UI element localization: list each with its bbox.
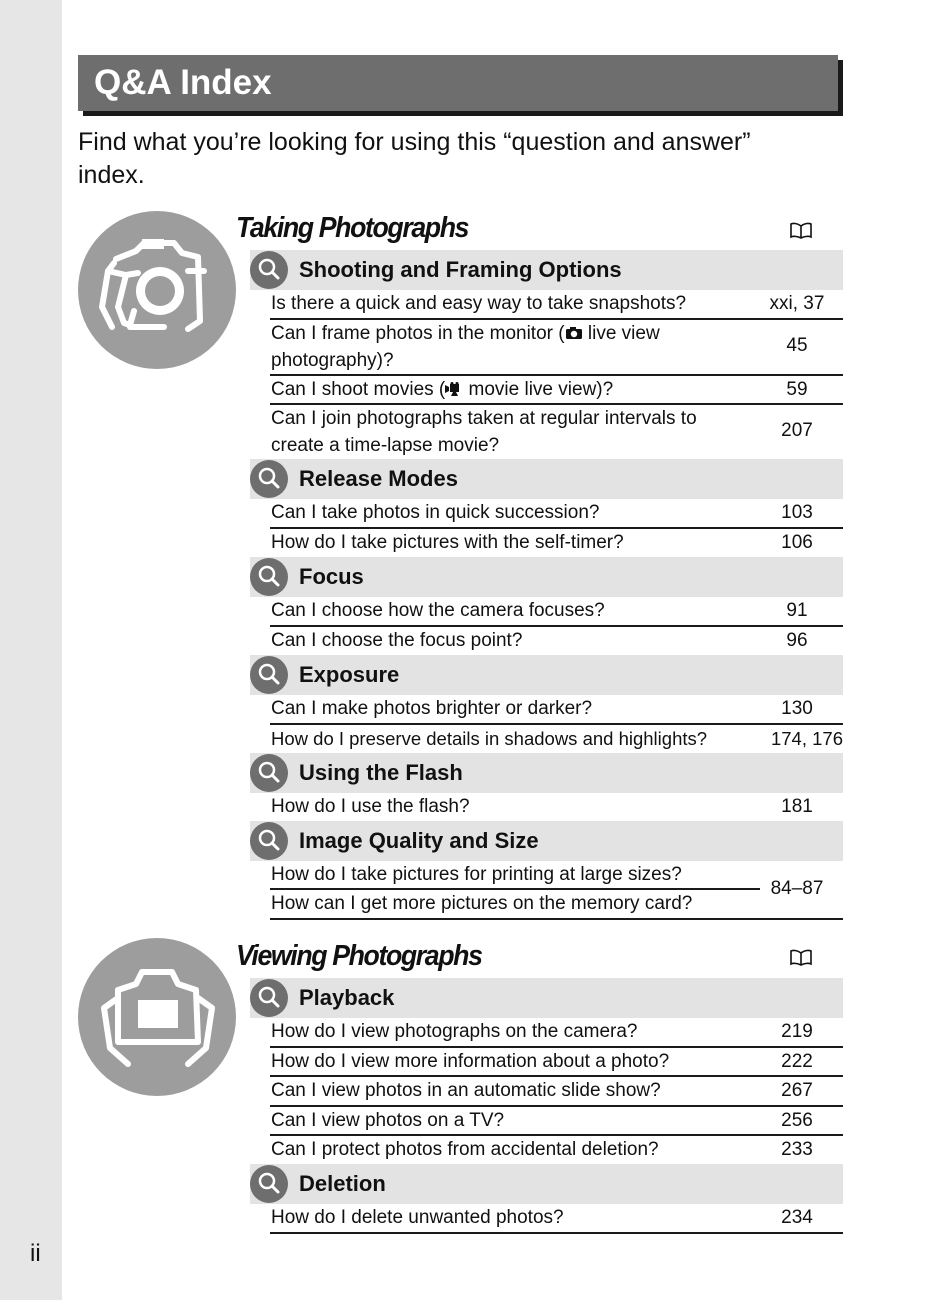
qa-page: 233 (781, 1139, 813, 1160)
qa-question (271, 320, 751, 374)
qa-row (270, 320, 843, 376)
group-title: Release Modes (299, 466, 458, 491)
qa-question: How do I preserve details in shadows and highlights? (271, 728, 708, 749)
qa-page: 84–87 (770, 878, 824, 899)
qa-page: 219 (781, 1021, 813, 1042)
qa-question: How do I take pictures with the self-timer? (271, 532, 624, 553)
qa-page: 222 (781, 1051, 813, 1072)
qa-page: 267 (781, 1080, 813, 1101)
qa-row (270, 290, 843, 320)
qa-row (270, 793, 843, 821)
qa-page: 106 (781, 532, 813, 553)
qa-question-part: Can I shoot movies ( (271, 379, 446, 400)
qa-question: How do I delete unwanted photos? (271, 1207, 564, 1228)
book-icon (789, 222, 813, 240)
magnifier-icon (250, 979, 288, 1017)
camera-hands-icon (78, 211, 236, 369)
magnifier-icon (250, 251, 288, 289)
page-title: Q&A Index (94, 63, 272, 102)
qa-question-part: movie live view)? (463, 379, 614, 400)
group-title: Image Quality and Size (299, 828, 539, 853)
header-bar (78, 55, 838, 111)
group-title: Using the Flash (299, 760, 463, 785)
qa-question-part: live view photography)? (271, 323, 660, 371)
qa-row (270, 1136, 843, 1164)
qa-question: Can I make photos brighter or darker? (271, 698, 593, 719)
qa-row (270, 499, 843, 529)
qa-question: Can I join photographs taken at regular intervals to create a time-lapse movie? (271, 408, 697, 456)
qa-page: 91 (786, 600, 808, 621)
qa-row (270, 529, 843, 557)
book-icon (789, 949, 813, 967)
qa-question: Can I view photos in an automatic slide show? (271, 1080, 661, 1101)
group-title: Exposure (299, 662, 400, 687)
group-header-image-quality (250, 821, 843, 861)
section-title-taking-photographs: Taking Photographs (236, 212, 469, 244)
group-header-shooting-framing (250, 250, 843, 290)
qa-question: Can I choose how the camera focuses? (271, 600, 605, 621)
group-header-focus (250, 557, 843, 597)
qa-page: 181 (781, 796, 813, 817)
qa-row (270, 1018, 843, 1048)
group-title: Shooting and Framing Options (299, 257, 622, 282)
qa-row (270, 405, 843, 459)
camera-back-hands-icon (78, 938, 236, 1096)
qa-row (270, 627, 843, 655)
qa-question (271, 376, 751, 403)
group-title: Playback (299, 985, 395, 1010)
qa-question: How do I view more information about a photo? (271, 1051, 670, 1072)
qa-row (270, 376, 843, 405)
qa-row (270, 1204, 843, 1234)
group-header-release-modes (250, 459, 843, 499)
magnifier-icon (250, 558, 288, 596)
qa-page: 96 (786, 630, 808, 651)
qa-page: 130 (781, 698, 813, 719)
qa-question: How can I get more pictures on the memory card? (271, 893, 693, 914)
magnifier-icon (250, 656, 288, 694)
magnifier-icon (250, 1165, 288, 1203)
qa-question: Can I take photos in quick succession? (271, 502, 600, 523)
intro-text: Find what you’re looking for using this “question and answer” index. (78, 128, 751, 189)
qa-page: 256 (781, 1110, 813, 1131)
qa-page: 207 (781, 420, 813, 441)
qa-question: Can I view photos on a TV? (271, 1110, 505, 1131)
qa-page: 45 (786, 335, 808, 356)
qa-page: 174, 176 (770, 728, 843, 749)
qa-question-part: Can I frame photos in the monitor ( (271, 323, 565, 344)
qa-page: xxi, 37 (769, 293, 825, 314)
qa-question: How do I take pictures for printing at large sizes? (271, 864, 682, 885)
qa-row (270, 695, 843, 725)
qa-row (270, 861, 760, 890)
page-number: ii (30, 1240, 41, 1267)
group-title: Focus (299, 564, 364, 589)
page-margin-strip (0, 0, 62, 1300)
qa-question: Is there a quick and easy way to take snapshots? (271, 293, 687, 314)
group-header-exposure (250, 655, 843, 695)
qa-question: Can I protect photos from accidental deletion? (271, 1139, 659, 1160)
qa-question: Can I choose the focus point? (271, 630, 523, 651)
qa-row (270, 1048, 843, 1077)
section-title-viewing-photographs: Viewing Photographs (236, 940, 482, 972)
qa-row (270, 1107, 843, 1136)
group-header-using-flash (250, 753, 843, 793)
qa-row (270, 597, 843, 627)
qa-page: 234 (781, 1207, 813, 1228)
magnifier-icon (250, 754, 288, 792)
qa-row (270, 725, 843, 753)
movie-icon (445, 382, 463, 396)
qa-page: 59 (786, 379, 808, 400)
magnifier-icon (250, 460, 288, 498)
magnifier-icon (250, 822, 288, 860)
qa-question: How do I use the flash? (271, 796, 470, 817)
qa-row (270, 1077, 843, 1107)
qa-page: 103 (781, 502, 813, 523)
group-header-playback (250, 978, 843, 1018)
camera-icon (565, 326, 583, 340)
group-header-deletion (250, 1164, 843, 1204)
qa-question: How do I view photographs on the camera? (271, 1021, 638, 1042)
group-title: Deletion (299, 1171, 386, 1196)
